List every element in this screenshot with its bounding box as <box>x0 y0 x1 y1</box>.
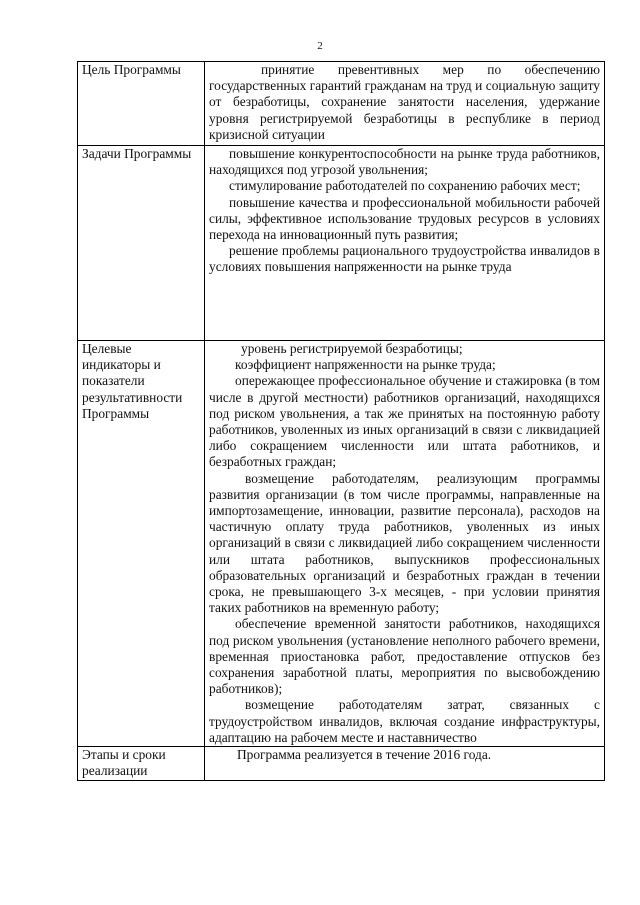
paragraph: уровень регистрируемой безработицы; <box>241 341 463 356</box>
row-label-timeline: Этапы и сроки реализации <box>78 747 205 781</box>
paragraph: решение проблемы рационального трудоустройства инвалидов в условиях повышения напряженности на рынке труда <box>209 243 600 275</box>
row-value-timeline <box>205 747 605 781</box>
paragraph: повышение качества и профессиональной мобильности рабочей силы, эффективное использование трудовых ресурсов в условиях перехода на инновационный путь развития; <box>209 194 600 243</box>
program-passport-table <box>77 61 605 781</box>
table-row-timeline <box>78 747 605 781</box>
paragraph: коэффициент напряженности на рынке труда; <box>235 357 496 373</box>
paragraph: повышение конкурентоспособности на рынке труда работников, находящихся под угрозой увольнения; <box>209 146 600 178</box>
paragraph: принятие превентивных мер по обеспечению государственных гарантий гражданам на труд и социальную защиту от безработицы, сохранение занятости населения, удержание уровня регистрируемой безработицы в республике в период кризисной ситуации <box>209 62 600 142</box>
row-value-tasks <box>205 146 605 341</box>
table-row-goal <box>78 62 605 146</box>
paragraph: стимулирование работодателей по сохранению рабочих мест; <box>229 178 581 194</box>
paragraph: опережающее профессиональное обучение и стажировка (в том числе в другой местности) работников организаций, находящихся под риском увольнения, а так же принятых на постоянную работу работников, уволенных из иных организаций в связи с ликвидацией либо сокращением численности или штата работников, и безработных граждан; <box>209 373 600 470</box>
table-row-indicators <box>78 341 605 747</box>
row-label-goal: Цель Программы <box>78 62 205 146</box>
paragraph: возмещение работодателям затрат, связанных с трудоустройством инвалидов, включая создание инфраструктуры, адаптацию на рабочем месте и наставничество <box>209 697 600 745</box>
row-label-tasks: Задачи Программы <box>78 146 205 341</box>
row-value-indicators <box>205 341 605 747</box>
paragraph: обеспечение временной занятости работников, находящихся под риском увольнения (установление неполного рабочего времени, временная приостановка работ, предоставление отпусков без сохранения заработной платы, мероприятия по высвобождению работников); <box>209 616 600 697</box>
row-label-indicators: Целевые индикаторы и показатели результативности Программы <box>78 341 205 747</box>
table-row-tasks <box>78 146 605 341</box>
paragraph: Программа реализуется в течение 2016 года. <box>237 747 492 763</box>
row-value-goal <box>205 62 605 146</box>
page-number: 2 <box>317 40 323 52</box>
paragraph: возмещение работодателям, реализующим программы развития организации (в том числе программы, направленные на импортозамещение, инновации, развитие персонала), расходов на частичную оплату труда работников, уволенных из иных организаций в связи с ликвидацией либо сокращением численности или штата работников, выпускников профессиональных образовательных организаций и безработных граждан в течении срока, не превышающего 3-х месяцев, - при условии принятия таких работников на временную работу; <box>209 470 600 616</box>
